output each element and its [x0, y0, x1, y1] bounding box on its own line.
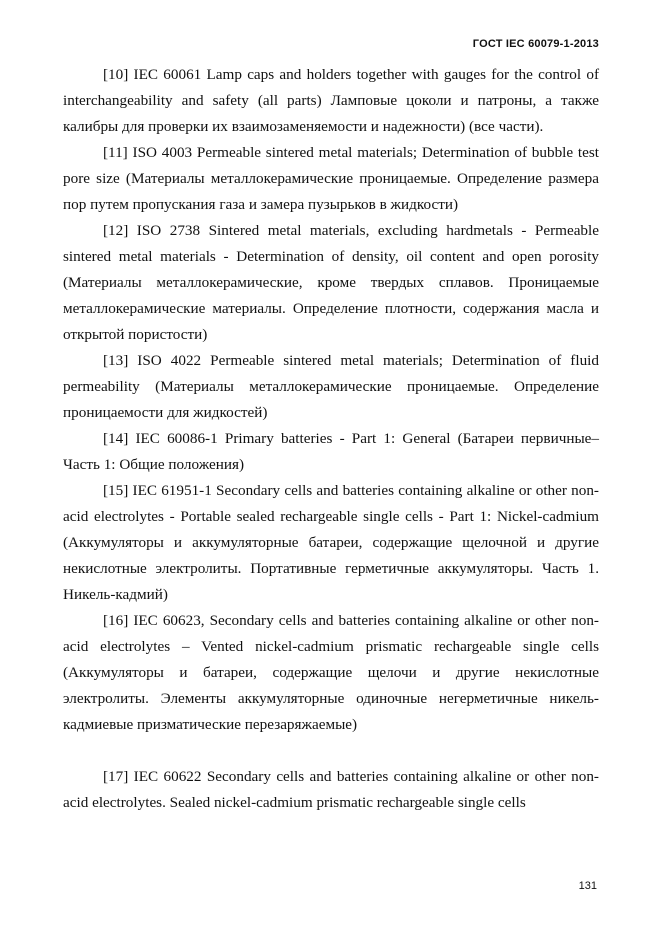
reference-item-15: [15] IEC 61951-1 Secondary cells and batteries containing alkaline or other non-acid electrolytes - Portable sealed rechargeable single cells - Part 1: Nickel-cadmium (Аккумуляторы и аккумуляторные батареи, содержащие щелочной и другие некислотные электролиты. Портативные герметичные аккумуляторы. Часть 1. Никель-кадмий)	[63, 482, 599, 603]
reference-item-14: [14] IEC 60086-1 Primary batteries - Part 1: General (Батареи первичные– Часть 1: Общие положения)	[63, 430, 599, 473]
reference-item-10: [10] IEC 60061 Lamp caps and holders together with gauges for the control of interchangeability and safety (all parts) Ламповые цоколи и патроны, а также калибры для проверки их взаимозаменяемости и надежности) (все части).	[63, 66, 599, 135]
reference-item-13: [13] ISO 4022 Permeable sintered metal materials; Determination of fluid permeability (Материалы металлокерамические проницаемые. Определение проницаемости для жидкостей)	[63, 352, 599, 421]
reference-item-16: [16] IEC 60623, Secondary cells and batteries containing alkaline or other non-acid electrolytes – Vented nickel-cadmium prismatic rechargeable single cells (Аккумуляторы и батареи, содержащие щелочи и другие некислотные электролиты. Элементы аккумуляторные одиночные негерметичные никель-кадмиевые призматические перезаряжаемые)	[63, 612, 599, 733]
bibliography-list	[63, 62, 599, 816]
reference-item-11: [11] ISO 4003 Permeable sintered metal materials; Determination of bubble test pore size (Материалы металлокерамические проницаемые. Определение размера пор путем пропускания газа и замера пузырьков в жидкости)	[63, 144, 599, 213]
reference-item-12: [12] ISO 2738 Sintered metal materials, excluding hardmetals - Permeable sintered metal materials - Determination of density, oil content and open porosity (Материалы металлокерамические, кроме твердых сплавов. Проницаемые металлокерамические материалы. Определение плотности, содержания масла и открытой пористости)	[63, 222, 599, 343]
reference-item-17: [17] IEC 60622 Secondary cells and batteries containing alkaline or other non-acid electrolytes. Sealed nickel-cadmium prismatic rechargeable single cells	[63, 768, 599, 811]
document-header: ГОСТ IEC 60079-1-2013	[472, 38, 599, 50]
page-number: 131	[578, 880, 597, 892]
